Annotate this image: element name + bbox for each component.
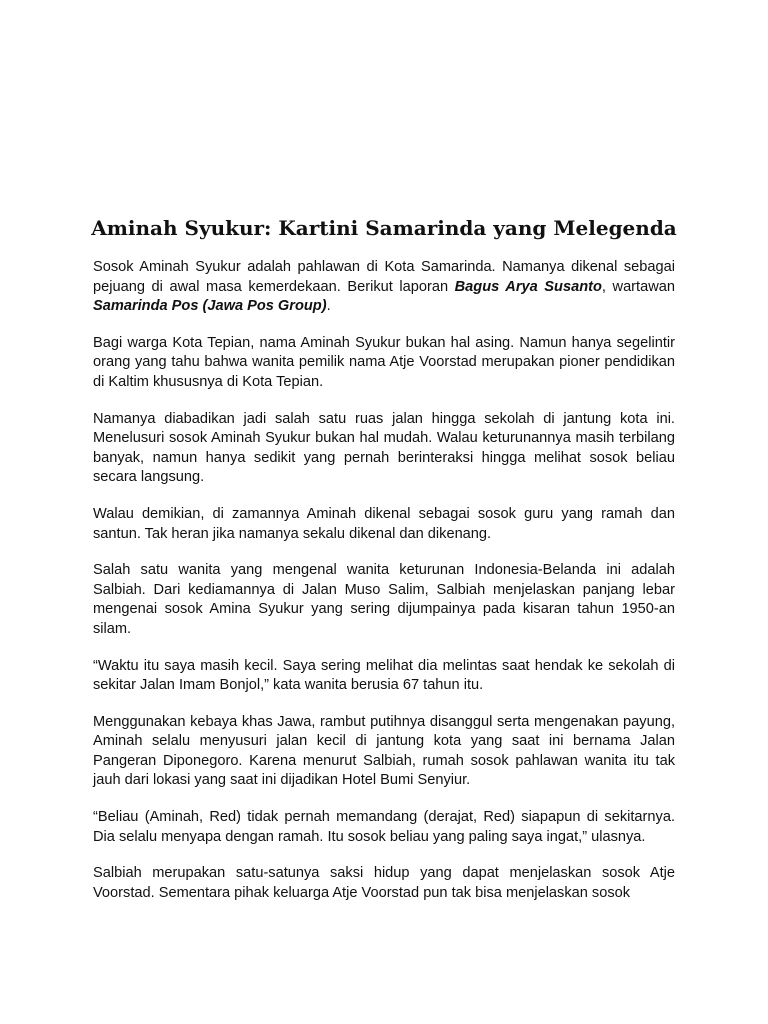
paragraph-2: Bagi warga Kota Tepian, nama Aminah Syukur bukan hal asing. Namun hanya segelintir orang yang tahu bahwa wanita pemilik nama Atje Voorstad merupakan pioner pendidikan di Kaltim khususnya di Kota Tepian. bbox=[93, 334, 675, 390]
paragraph-6: “Waktu itu saya masih kecil. Saya sering melihat dia melintas saat hendak ke sekolah di sekitar Jalan Imam Bonjol,” kata wanita berusia 67 tahun itu. bbox=[93, 657, 675, 694]
paragraph-8: “Beliau (Aminah, Red) tidak pernah memandang (derajat, Red) siapapun di sekitarnya. Dia selalu menyapa dengan ramah. Itu sosok beliau yang paling saya ingat,” ulasnya. bbox=[93, 809, 675, 845]
news-outlet: Samarinda Pos (Jawa Pos Group) bbox=[93, 298, 327, 315]
paragraph-9: Salbiah merupakan satu-satunya saksi hidup yang dapat menjelaskan sosok Atje Voorstad. Sementara pihak keluarga Atje Voorstad pun tak bisa menjelaskan sosok bbox=[93, 865, 675, 901]
paragraph-7: Menggunakan kebaya khas Jawa, rambut putihnya disanggul serta mengenakan payung, Aminah selalu menyusuri jalan kecil di jantung kota yang saat ini bernama Jalan Pangeran Diponegoro. Karena menurut Salbiah, rumah sosok pahlawan wanita itu tak jauh dari lokasi yang saat ini dijadikan Hotel Bumi Senyiur. bbox=[93, 713, 675, 789]
paragraph-4: Walau demikian, di zamannya Aminah dikenal sebagai sosok guru yang ramah dan santun. Tak heran jika namanya sekalu dikenal dan dikenang. bbox=[93, 505, 675, 542]
article-body bbox=[93, 258, 675, 920]
paragraph-1 bbox=[93, 258, 675, 317]
paragraph-3: Namanya diabadikan jadi salah satu ruas jalan hingga sekolah di jantung kota ini. Menelusuri sosok Aminah Syukur bukan hal mudah. Walau keturunannya masih terbilang banyak, namun hanya sedikit yang pernah berinteraksi hingga melihat sosok beliau secara langsung. bbox=[93, 410, 675, 486]
intro-end: . bbox=[326, 298, 331, 315]
author-name: Bagus Arya Susanto bbox=[454, 278, 602, 295]
article-title: Aminah Syukur: Kartini Samarinda yang Melegenda bbox=[91, 216, 677, 240]
intro-connector: , wartawan bbox=[601, 278, 675, 295]
paragraph-5: Salah satu wanita yang mengenal wanita keturunan Indonesia-Belanda ini adalah Salbiah. Dari kediamannya di Jalan Muso Salim, Salbiah menjelaskan panjang lebar mengenai sosok Amina Syukur yang sering dijumpainya pada kisaran tahun 1950-an silam. bbox=[93, 562, 675, 637]
intro-text: Sosok Aminah Syukur adalah pahlawan di Kota Samarinda. Namanya dikenal sebagai pejuang di awal masa kemerdekaan. Berikut laporan bbox=[93, 259, 675, 295]
